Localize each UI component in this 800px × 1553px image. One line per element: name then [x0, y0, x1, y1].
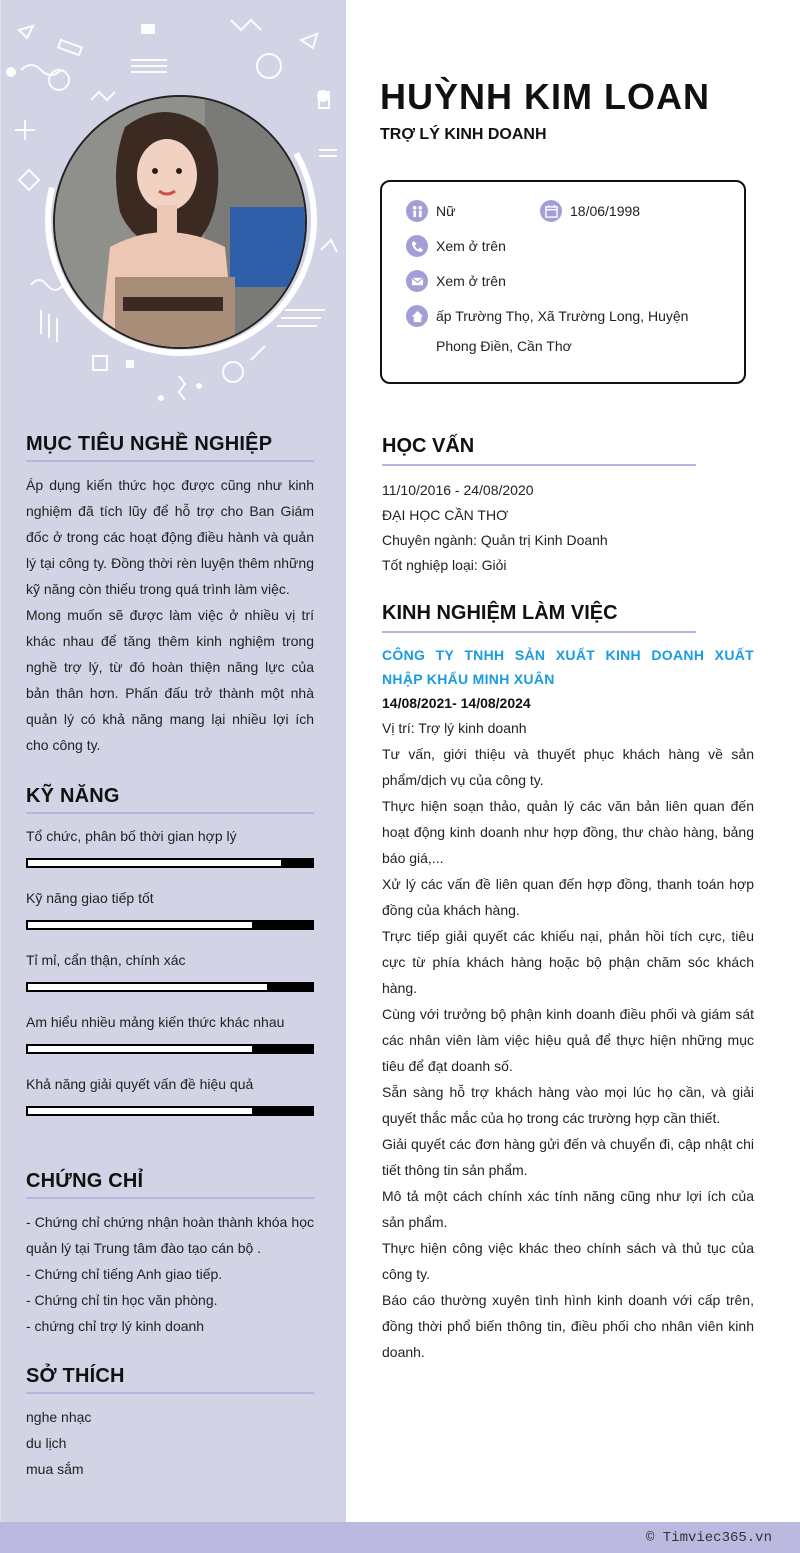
skill-item: [26, 888, 314, 930]
skill-bar: [26, 920, 314, 930]
candidate-name: HUỲNH KIM LOAN: [380, 76, 710, 117]
duty-item: Cùng với trưởng bộ phận kinh doanh điều phối và giám sát các nhân viên làm việc hiệu quả để thực hiện những mục tiêu để đạt doanh số.: [382, 1006, 754, 1074]
skill-label: Khả năng giải quyết vấn đề hiệu quả: [26, 1076, 254, 1092]
experience-period: 14/08/2021- 14/08/2024: [382, 695, 531, 711]
skills-title: KỸ NĂNG: [26, 785, 314, 814]
certificate-item: - chứng chỉ trợ lý kinh doanh: [26, 1318, 205, 1334]
address-row: [406, 305, 706, 361]
skill-item: [26, 950, 314, 992]
skill-item: [26, 826, 314, 868]
experience-title: KINH NGHIỆM LÀM VIỆC: [382, 602, 696, 633]
objective-section: [26, 433, 314, 758]
company-name: CÔNG TY TNHH SẢN XUẤT KINH DOANH XUẤT NHẬP KHẨU MINH XUÂN: [382, 647, 754, 687]
hobby-item: mua sắm: [26, 1461, 84, 1477]
duty-item: Thực hiện soạn thảo, quản lý các văn bản liên quan đến hoạt động kinh doanh như hợp đồng, thư chào hàng, bảng báo giá,...: [382, 798, 754, 866]
address-line-2: Phong Điền, Cần Thơ: [436, 338, 572, 354]
certificate-item: - Chứng chỉ tiếng Anh giao tiếp.: [26, 1266, 223, 1282]
email-icon: [406, 270, 428, 292]
certificates-title: CHỨNG CHỈ: [26, 1170, 314, 1199]
skill-label: Kỹ năng giao tiếp tốt: [26, 890, 154, 906]
certificates-section: [26, 1170, 314, 1339]
certificate-item: - Chứng chỉ tin học văn phòng.: [26, 1292, 218, 1308]
duty-item: Báo cáo thường xuyên tình hình kinh doanh với cấp trên, đồng thời phổ biến thông tin, điều phối cho nhân viên kinh doanh.: [382, 1292, 754, 1360]
address-value: [436, 301, 688, 361]
experience-section: [382, 602, 754, 1365]
duty-item: Mô tả một cách chính xác tính năng cũng như lợi ích của sản phẩm.: [382, 1188, 754, 1230]
objective-paragraph-1: Áp dụng kiến thức học được cũng như kinh nghiệm đã tích lũy để hỗ trợ cho Ban Giám đốc ở trong các hoạt động điều hành và quản lý tại công ty. Đồng thời rèn luyện thêm những kỹ năng còn thiếu trong quá trình làm việc.: [26, 477, 314, 597]
job-title: TRỢ LÝ KINH DOANH: [380, 126, 547, 143]
education-section: [382, 435, 754, 578]
duty-item: Giải quyết các đơn hàng gửi đến và chuyển đi, cập nhật chi tiết thông tin sản phẩm.: [382, 1136, 754, 1178]
portrait-illustration: [55, 97, 305, 347]
footer-bar: [0, 1522, 800, 1553]
phone-row: [406, 235, 506, 257]
hobby-item: nghe nhạc: [26, 1409, 92, 1425]
skill-item: [26, 1012, 314, 1054]
gender-value: Nữ: [436, 203, 456, 219]
profile-photo: [53, 95, 307, 349]
skill-bar-fill: [28, 860, 281, 866]
contact-info-box: [380, 180, 746, 384]
skill-bar-fill: [28, 1046, 252, 1052]
email-row: [406, 270, 506, 292]
hobbies-section: [26, 1365, 314, 1482]
skill-bar-fill: [28, 1108, 252, 1114]
gender-icon: [406, 200, 428, 222]
education-grade: Tốt nghiệp loại: Giỏi: [382, 557, 507, 573]
hobbies-title: SỞ THÍCH: [26, 1365, 314, 1394]
education-school: ĐẠI HỌC CẦN THƠ: [382, 507, 509, 523]
experience-position: Vị trí: Trợ lý kinh doanh: [382, 720, 527, 736]
skill-label: Tỉ mỉ, cẩn thận, chính xác: [26, 952, 186, 968]
objective-paragraph-2: Mong muốn sẽ được làm việc ở nhiều vị trí khác nhau để tăng thêm kinh nghiệm trong nghề trợ lý, từ đó hoàn thiện năng lực của bản thân hơn. Phấn đấu trở thành một nhà quản lý có khả năng mang lại nhiều lợi ích cho công ty.: [26, 607, 314, 753]
duty-item: Tư vấn, giới thiệu và thuyết phục khách hàng về sản phẩm/dịch vụ của công ty.: [382, 746, 754, 788]
education-major: Chuyên ngành: Quản trị Kinh Doanh: [382, 532, 608, 548]
calendar-icon: [540, 200, 562, 222]
email-value: Xem ở trên: [436, 273, 506, 289]
duty-item: Trực tiếp giải quyết các khiếu nại, phản hồi tích cực, tiêu cực từ phía khách hàng hoặc bộ phận chăm sóc khách hàng.: [382, 928, 754, 996]
certificate-item: - Chứng chỉ chứng nhận hoàn thành khóa học quản lý tại Trung tâm đào tạo cán bộ .: [26, 1214, 314, 1256]
phone-value: Xem ở trên: [436, 238, 506, 254]
hobby-item: du lịch: [26, 1435, 67, 1451]
duty-item: Thực hiện công việc khác theo chính sách và thủ tục của công ty.: [382, 1240, 754, 1282]
duty-item: Sẵn sàng hỗ trợ khách hàng vào mọi lúc họ cần, và giải quyết thắc mắc của họ trong các trường hợp cần thiết.: [382, 1084, 754, 1126]
skill-bar: [26, 858, 314, 868]
skill-bar: [26, 1044, 314, 1054]
home-icon: [406, 305, 428, 327]
education-title: HỌC VẤN: [382, 435, 696, 466]
objective-title: MỤC TIÊU NGHỀ NGHIỆP: [26, 433, 314, 462]
skill-bar: [26, 1106, 314, 1116]
skill-bar: [26, 982, 314, 992]
gender-row: [406, 200, 455, 222]
skill-item: [26, 1074, 314, 1116]
address-line-1: ấp Trường Thọ, Xã Trường Long, Huyện: [436, 308, 689, 324]
footer-copyright: © Timviec365.vn: [645, 1530, 772, 1546]
birthdate-value: 18/06/1998: [570, 203, 641, 219]
left-sidebar: [0, 0, 347, 1522]
education-period: 11/10/2016 - 24/08/2020: [382, 482, 534, 498]
birthdate-row: [540, 200, 640, 222]
duty-item: Xử lý các vấn đề liên quan đến hợp đồng, thanh toán hợp đồng của khách hàng.: [382, 876, 754, 918]
skill-label: Tổ chức, phân bố thời gian hợp lý: [26, 828, 237, 844]
skill-label: Am hiểu nhiều mảng kiến thức khác nhau: [26, 1014, 285, 1030]
phone-icon: [406, 235, 428, 257]
skills-section: [26, 785, 314, 1136]
skill-bar-fill: [28, 984, 267, 990]
skill-bar-fill: [28, 922, 252, 928]
